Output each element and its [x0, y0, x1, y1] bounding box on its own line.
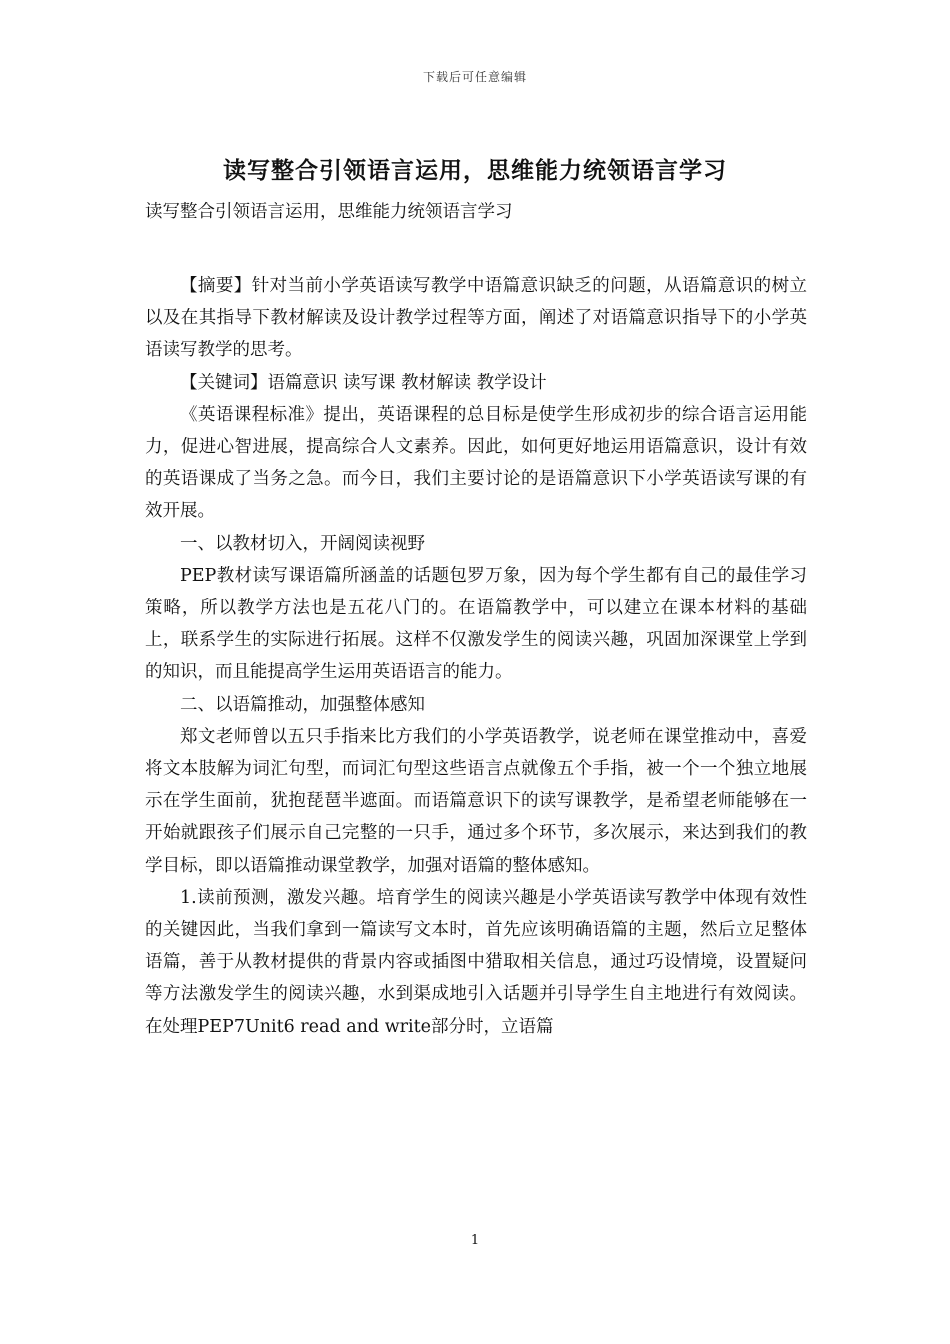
body-paragraph: 《英语课程标准》提出，英语课程的总目标是使学生形成初步的综合语言运用能力，促进心智进展，提高综合人文素养。因此，如何更好地运用语篇意识，设计有效的英语课成了当务之急。而今日，我们主要讨论的是语篇意识下小学英语读写课的有效开展。: [145, 404, 807, 522]
document-title: 读写整合引领语言运用，思维能力统领语言学习: [223, 157, 727, 184]
section-heading-1: 一、以教材切入，开阔阅读视野: [180, 533, 425, 554]
body-paragraph: PEP教材读写课语篇所涵盖的话题包罗万象，因为每个学生都有自己的最佳学习策略，所以教学方法也是五花八门的。在语篇教学中，可以建立在课本材料的基础上，联系学生的实际进行拓展。这样不仅激发学生的阅读兴趣，巩固加深课堂上学到的知识，而且能提高学生运用英语语言的能力。: [145, 565, 807, 683]
keywords-paragraph: 【关键词】语篇意识 读写课 教材解读 教学设计: [180, 372, 547, 393]
section-heading-2: 二、以语篇推动，加强整体感知: [180, 694, 425, 715]
body-paragraph: 1.读前预测，激发兴趣。培育学生的阅读兴趣是小学英语读写教学中体现有效性的关键因此，当我们拿到一篇读写文本时，首先应该明确语篇的主题，然后立足整体语篇，善于从教材提供的背景内容或插图中猎取相关信息，通过巧设情境，设置疑问等方法激发学生的阅读兴趣，水到渠成地引入话题并引导学生自主地进行有效阅读。在处理PEP7Unit6 read and write部分时，立语篇: [145, 887, 807, 1037]
document-subtitle: 读写整合引领语言运用，思维能力统领语言学习: [145, 202, 513, 222]
body-paragraph: 郑文老师曾以五只手指来比方我们的小学英语教学，说老师在课堂推动中，喜爱将文本肢解为词汇句型，而词汇句型这些语言点就像五个手指，被一个一个独立地展示在学生面前，犹抱琵琶半遮面。而语篇意识下的读写课教学，是希望老师能够在一开始就跟孩子们展示自己完整的一只手，通过多个环节，多次展示，来达到我们的教学目标，即以语篇推动课堂教学，加强对语篇的整体感知。: [145, 726, 807, 876]
page-number: 1: [470, 1233, 480, 1248]
abstract-paragraph: 【摘要】针对当前小学英语读写教学中语篇意识缺乏的问题，从语篇意识的树立以及在其指导下教材解读及设计教学过程等方面，阐述了对语篇意识指导下的小学英语读写教学的思考。: [145, 276, 807, 361]
document-body: [145, 270, 807, 1043]
page-header-note: 下载后可任意编辑: [422, 70, 527, 84]
